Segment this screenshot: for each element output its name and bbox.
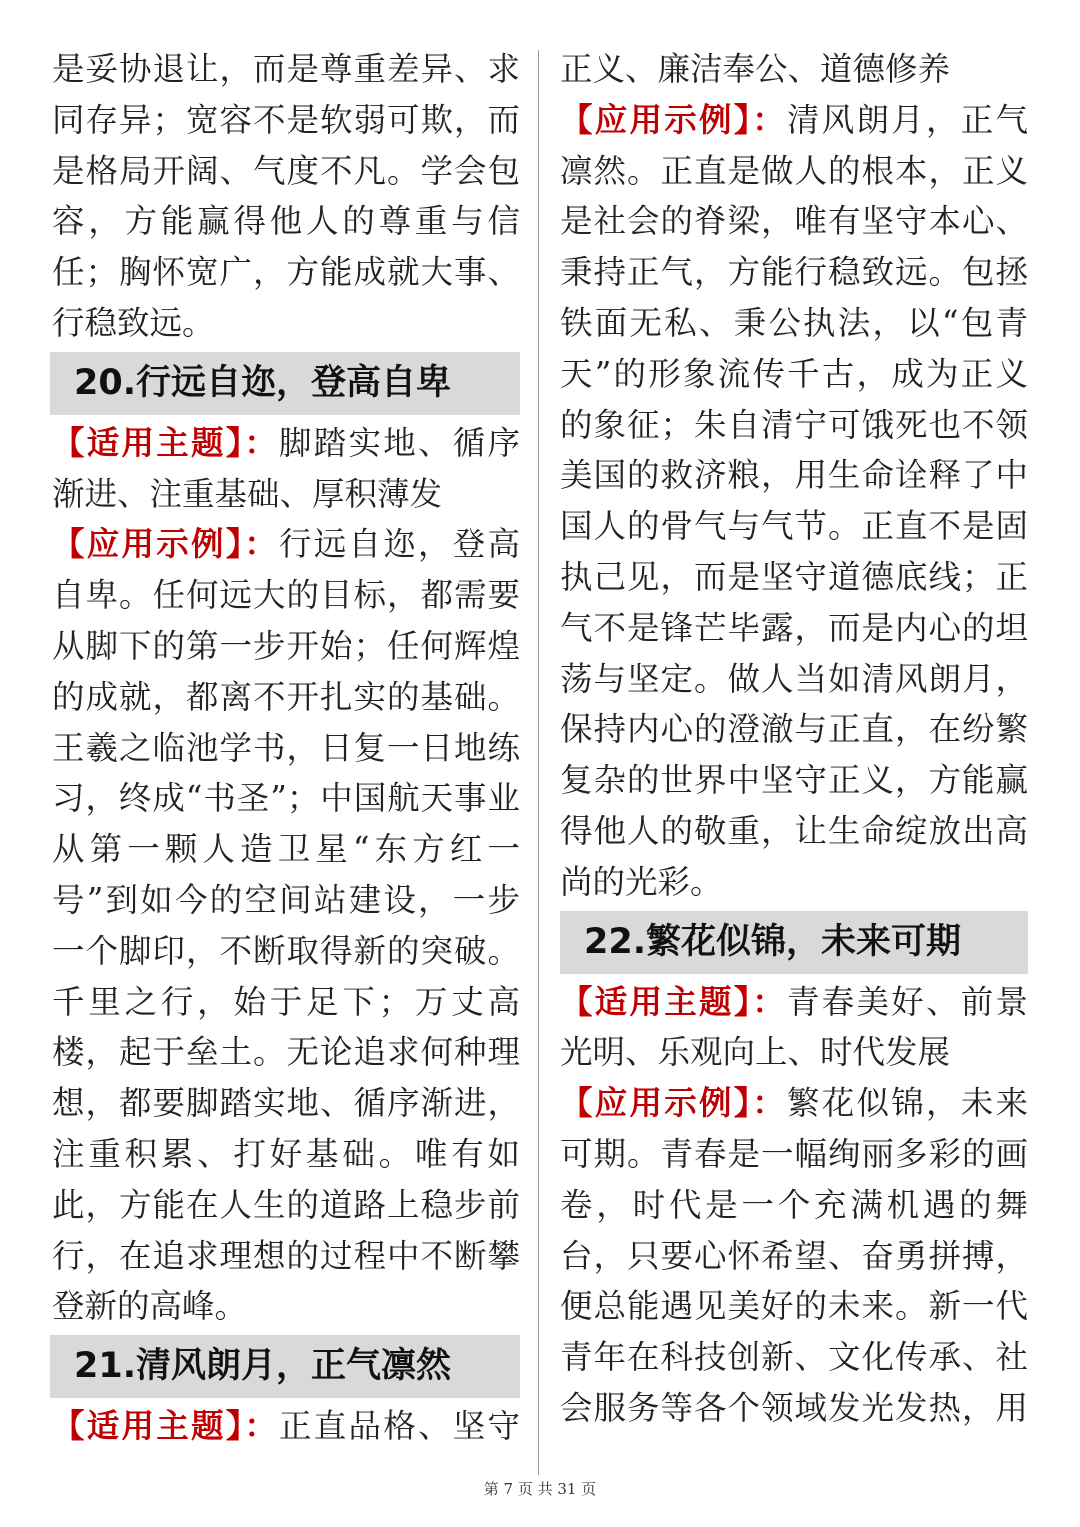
section-22-heading: 22.繁花似锦，未来可期	[560, 911, 1028, 974]
example-label: 【应用示例】：	[560, 1083, 787, 1123]
example-label: 【应用示例】：	[52, 524, 279, 564]
theme-text: 青春美好、前景光明、乐观向上、时代发展	[560, 982, 1028, 1072]
left-column	[52, 44, 520, 1452]
section-21-theme-start	[52, 1401, 520, 1452]
example-text: 繁花似锦，未来可期。青春是一幅绚丽多彩的画卷，时代是一个充满机遇的舞台，只要心怀希望、奋勇拼搏，便总能遇见美好的未来。新一代青年在科技创新、文化传承、社会服务等各个领域发光发热，用	[560, 1084, 1028, 1427]
section-20-example	[52, 519, 520, 1332]
theme-text: 正直品格、坚守	[278, 1407, 520, 1446]
right-column	[560, 44, 1028, 1434]
section-21-example	[560, 95, 1028, 908]
intro-paragraph: 是妥协退让，而是尊重差异、求同存异；宽容不是软弱可欺，而是格局开阔、气度不凡。学会包容，方能赢得他人的尊重与信任；胸怀宽广，方能成就大事、行稳致远。	[52, 50, 520, 342]
example-text: 行远自迩，登高自卑。任何远大的目标，都需要从脚下的第一步开始；任何辉煌的成就，都离不开扎实的基础。王羲之临池学书，日复一日地练习，终成“书圣”；中国航天事业从第一颗人造卫星“东方红一号”到如今的空间站建设，一步一个脚印，不断取得新的突破。千里之行，始于足下；万丈高楼，起于垒土。无论追求何种理想，都要脚踏实地、循序渐进，注重积累、打好基础。唯有如此，方能在人生的道路上稳步前行，在追求理想的过程中不断攀登新的高峰。	[52, 525, 520, 1326]
section-20-theme	[52, 418, 520, 520]
theme-label: 【适用主题】：	[52, 422, 279, 462]
theme-text: 脚踏实地、循序渐进、注重基础、厚积薄发	[52, 423, 520, 513]
theme-label: 【适用主题】：	[52, 1406, 279, 1446]
section-21-heading: 21.清风朗月，正气凛然	[50, 1335, 520, 1398]
page-number-footer: 第 7 页 共 31 页	[483, 1480, 597, 1498]
section-20-heading: 20.行远自迩，登高自卑	[50, 352, 520, 415]
section-22-example	[560, 1078, 1028, 1434]
column-divider	[538, 50, 539, 1475]
example-label: 【应用示例】：	[560, 99, 787, 139]
theme-label: 【适用主题】：	[560, 981, 787, 1021]
section-22-theme	[560, 977, 1028, 1079]
section-21-theme-rest: 正义、廉洁奉公、道德修养	[560, 50, 951, 88]
example-text: 清风朗月，正气凛然。正直是做人的根本，正义是社会的脊梁，唯有坚守本心、秉持正气，方能行稳致远。包拯铁面无私、秉公执法，以“包青天”的形象流传千古，成为正义的象征；朱自清宁可饿死也不领美国的救济粮，用生命诠释了中国人的骨气与气节。正直不是固执己见，而是坚守道德底线；正气不是锋芒毕露，而是内心的坦荡与坚定。做人当如清风朗月，保持内心的澄澈与正直，在纷繁复杂的世界中坚守正义，方能赢得他人的敬重，让生命绽放出高尚的光彩。	[560, 100, 1028, 901]
